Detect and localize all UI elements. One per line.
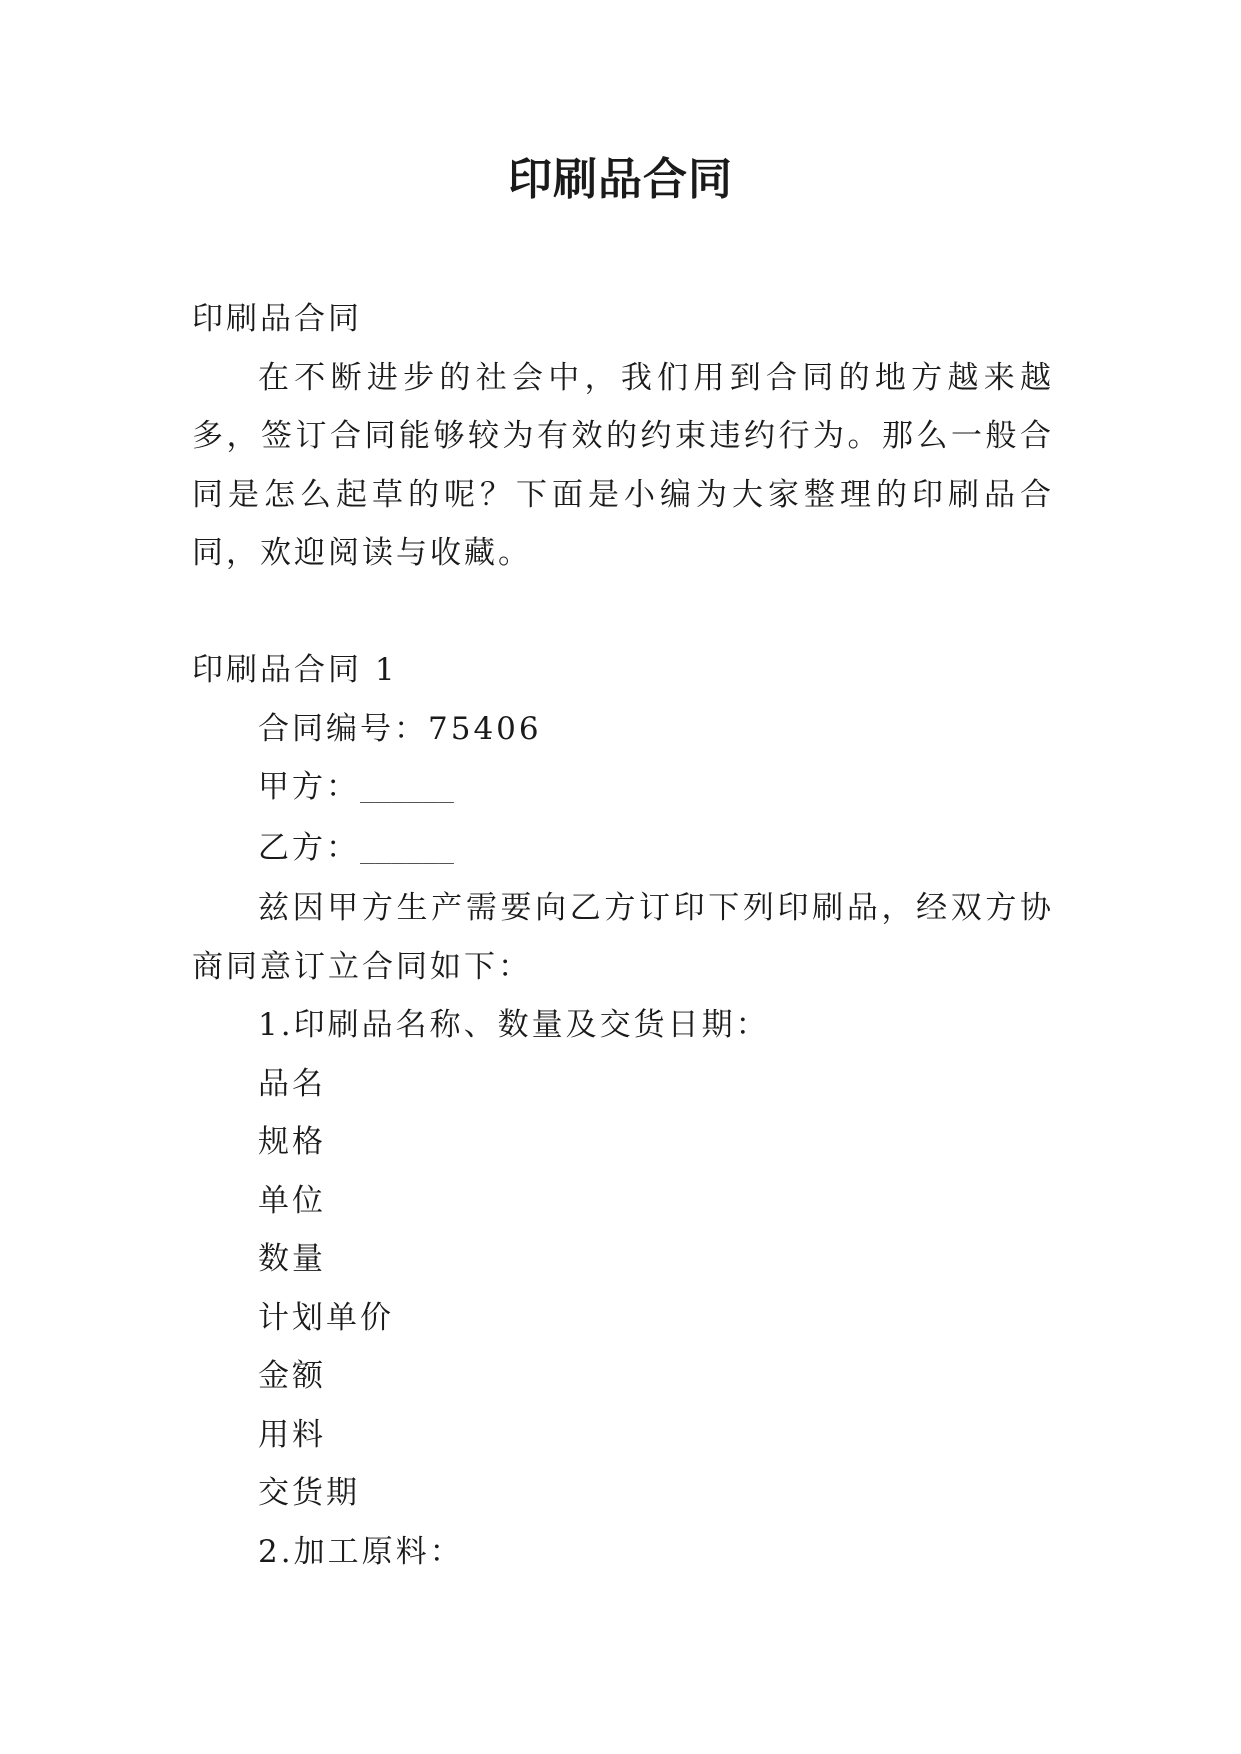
field-item: 规格	[258, 1124, 326, 1160]
spacer	[192, 583, 1054, 642]
party-b-blank: ______	[360, 834, 454, 865]
item-2-heading: 2.加工原料：	[258, 1533, 464, 1570]
field-item: 用料	[258, 1416, 326, 1453]
field-item: 单位	[258, 1182, 326, 1219]
clause-intro: 兹因甲方生产需要向乙方订印下列印刷品，经双方协商同意订立合同如下：	[192, 890, 1054, 985]
party-a-blank: ______	[360, 774, 454, 804]
party-a-line	[192, 758, 1054, 819]
document-title: 印刷品合同	[508, 154, 733, 205]
contract-number-label: 合同编号：	[258, 710, 428, 747]
section-heading: 印刷品合同 1	[192, 652, 398, 688]
field-item: 金额	[258, 1358, 326, 1394]
document-body	[192, 290, 1054, 1581]
contract-number-value: 75406	[428, 710, 542, 747]
item-1-heading: 1.印刷品名称、数量及交货日期：	[258, 1007, 770, 1043]
contract-number-line	[192, 700, 1054, 759]
subtitle: 印刷品合同	[192, 301, 362, 337]
field-item: 品名	[258, 1065, 326, 1102]
party-a-label: 甲方：	[258, 769, 360, 805]
party-b-label: 乙方：	[258, 829, 360, 866]
field-item: 数量	[258, 1241, 326, 1277]
intro-paragraph: 在不断进步的社会中，我们用到合同的地方越来越多，签订合同能够较为有效的约束违约行为。那么一般合同是怎么起草的呢？下面是小编为大家整理的印刷品合同，欢迎阅读与收藏。	[192, 359, 1054, 571]
party-b-line	[192, 819, 1054, 880]
field-item: 交货期	[258, 1475, 360, 1511]
field-item: 计划单价	[258, 1299, 394, 1336]
